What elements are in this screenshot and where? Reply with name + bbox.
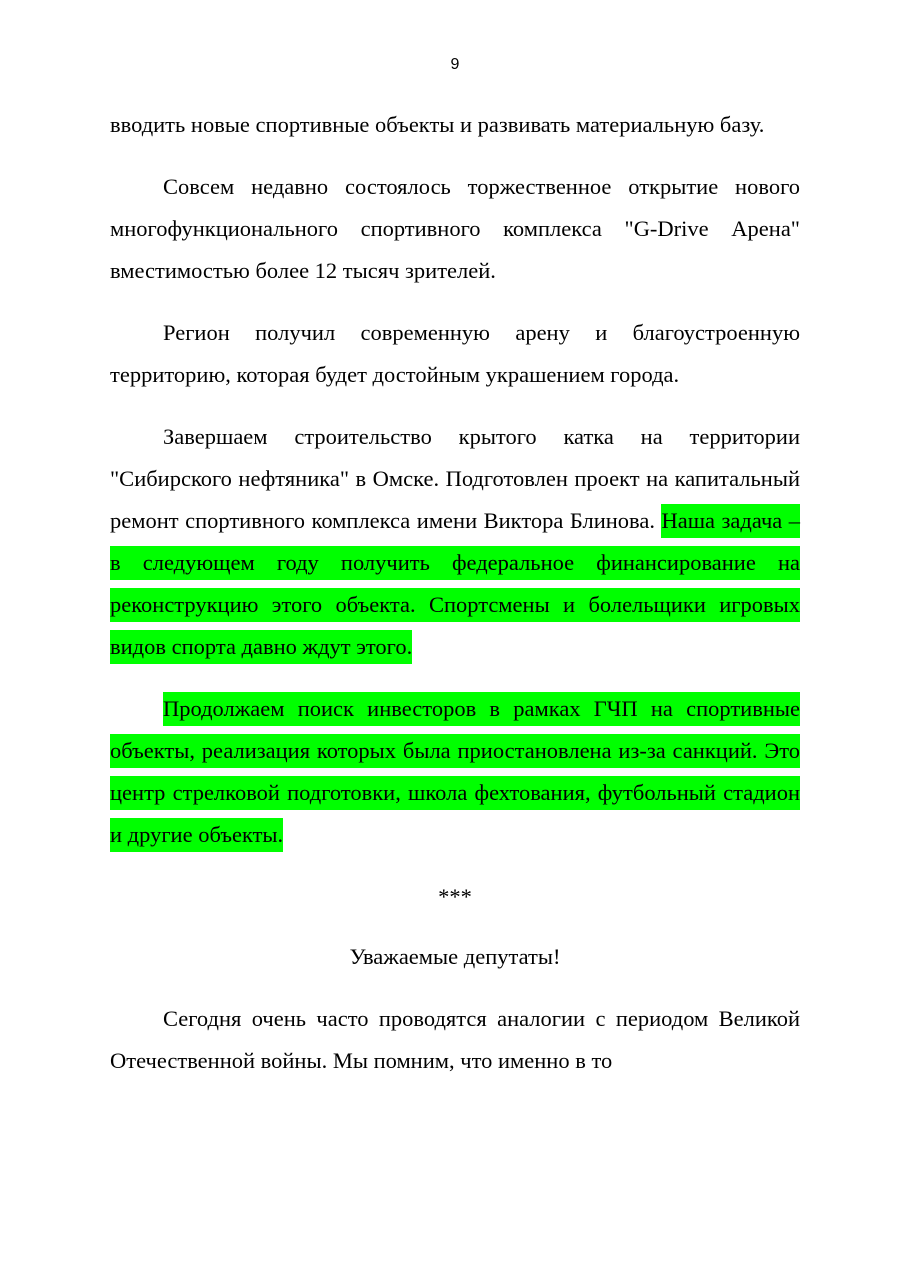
paragraph-text: Сегодня очень часто проводятся аналогии с периодом Великой Отечественной войны. Мы помним, что именно в то [110,1006,800,1073]
section-separator: *** [438,884,472,909]
page-number: 9 [450,56,460,73]
document-body [110,104,800,1102]
paragraph-ice-rink [110,416,800,668]
paragraph-region-arena [110,312,800,396]
address-heading: Уважаемые депутаты! [349,944,561,969]
paragraph-investors [110,688,800,856]
paragraph-text: Завершаем строительство крытого катка на территории "Сибирского нефтяника" в Омске. Подготовлен проект на капитальный ремонт спортивного комплекса имени Виктора Блинова. [110,424,800,533]
paragraph-war-analogy [110,998,800,1082]
paragraph-text: Регион получил современную арену и благоустроенную территорию, которая будет достойным украшением города. [110,320,800,387]
highlighted-text: Продолжаем поиск инвесторов в рамках ГЧП на спортивные объекты, реализация которых была приостановлена из-за санкций. Это центр стрелковой подготовки, школа фехтования, футбольный стадион и другие объекты. [110,692,800,852]
paragraph-text: Совсем недавно состоялось торжественное открытие нового многофункционального спортивного комплекса "G-Drive Арена" вместимостью более 12 тысяч зрителей. [110,174,800,283]
paragraph-text: вводить новые спортивные объекты и развивать материальную базу. [110,112,765,137]
paragraph-arena-opening [110,166,800,292]
highlighted-text: Наша задача – в следующем году получить федеральное финансирование на реконструкцию этого объекта. Спортсмены и болельщики игровых видов спорта давно ждут этого. [110,504,800,664]
paragraph-continuation [110,104,800,146]
